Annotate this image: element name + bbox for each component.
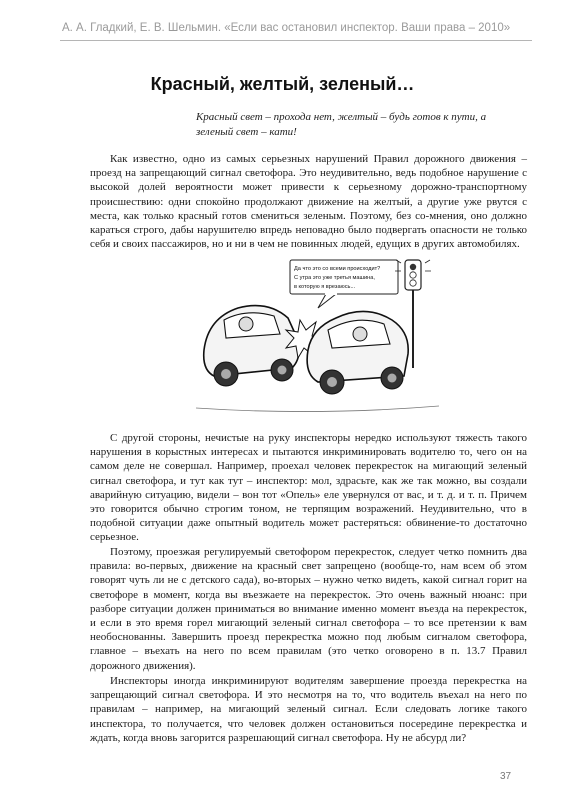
speech-bubble-tail xyxy=(318,294,336,308)
page-number: 37 xyxy=(500,771,512,782)
speech-line-3: в которую я врезаюсь... xyxy=(294,284,356,290)
cartoon-illustration xyxy=(196,258,439,422)
paragraph-1: Как известно, одно из самых серьезных нарушений Правил дорожного движения – проезд на запрещающий сигнал светофора. Это неудивительно, ведь подобное нарушение с высокой долей вероятности может привести к серьезному дорожно-транспортному происшествию: одни спокойно продолжают движение на желтый, а другие уже рвутся с места, как только красный готов смениться зеленым. Поэтому, без со-мнения, оно должно караться строго, дабы нарушителю впредь неповадно было подвергать опасности не только себя и своих пассажиров, но и ни в чем не повинных людей, едущих в других автомобилях. xyxy=(90,153,527,251)
speech-line-1: Да что это со всеми происходит? xyxy=(294,266,381,272)
chapter-title: Красный, желтый, зеленый… xyxy=(150,74,415,94)
left-car xyxy=(204,306,299,386)
paragraph-3: Поэтому, проезжая регулируемый светофором перекресток, следует четко помнить два правила: во-первых, движение на красный свет запрещено (вообще-то, нам всем об этом говорят чуть ли не с детского сада), во-вторых – нужно четко видеть, какой сигнал горит на светофоре в момент, когда вы въезжаете на перекресток. Это очень важный нюанс: при разборе ситуации должен приниматься во внимание именно момент въезда на перекресток, и если в это время горел мигающий зеленый сигнал светофора – то все претензии к вам необоснованны. Завершить проезд перекрестка можно под любым сигналом светофора, главное – въехать на него по всем правилам (это четко оговорено в п. 13.7 Правил дорожного движения). xyxy=(90,546,527,672)
paragraph-2: С другой стороны, нечистые на руку инспекторы нередко используют тяжесть такого нарушения в корыстных интересах и пытаются инкриминировать водителю то, чего он на самом деле не совершал. Например, проехал человек перекресток на мигающий зеленый сигнал светофора, и тут как тут – инспектор: мол, здрасьте, как же так можно, вы создали аварийную ситуацию, видели – вон тот «Опель» еле увернулся от вас, и т. д. и т. п. Причем это говорится обычно строгим тоном, не терпящим возражений. Неудивительно, что в подобной ситуации даже опытный водитель может растеряться: обвинение-то достаточно серьезное. xyxy=(90,432,527,544)
header-divider xyxy=(60,40,532,41)
paragraph-4: Инспекторы иногда инкриминируют водителям завершение проезда перекрестка на запрещающий сигнал светофора. И это несмотря на то, что водитель въехал на него по правилам – например, на мигающий зеленый сигнал. Если следовать логике такого инспектора, то получается, что человек должен остановиться посередине перекрестка и ждать, когда вновь загорится разрешающий сигнал светофора. Ну не абсурд ли? xyxy=(90,675,527,744)
epigraph: Красный свет – прохода нет, желтый – будь готов к пути, а зеленый свет – кати! xyxy=(196,111,487,138)
speech-line-2: С утра это уже третья машина, xyxy=(294,275,375,281)
right-car xyxy=(307,311,408,394)
running-head: А. А. Гладкий, Е. В. Шельмин. «Если вас остановил инспектор. Ваши права – 2010» xyxy=(62,22,511,34)
